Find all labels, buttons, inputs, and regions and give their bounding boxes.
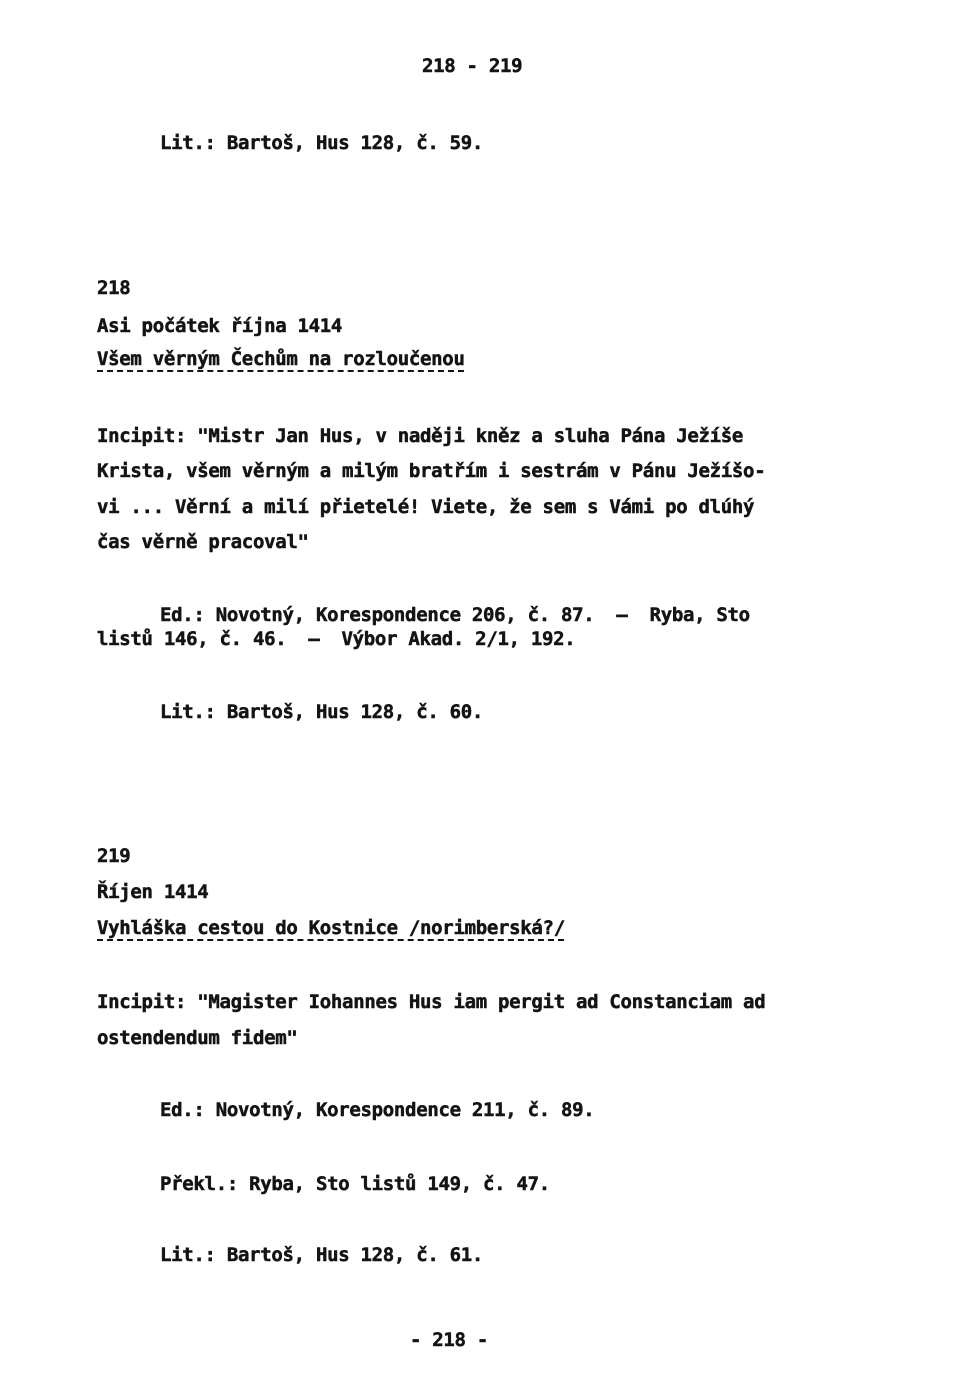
page-number: - 218 - xyxy=(410,1329,488,1351)
entry-218-edition-dash: — xyxy=(308,628,320,650)
entry-218-edition-dash: — xyxy=(616,604,628,626)
entry-218-edition-line-2 xyxy=(97,627,575,651)
entry-219-literature: Lit.: Bartoš, Hus 128, č. 61. xyxy=(160,1244,484,1266)
entry-219-number: 219 xyxy=(97,845,131,867)
running-header: 218 - 219 xyxy=(422,55,523,77)
entry-218-incipit-line: vi ... Věrní a milí přietelé! Viete, že sem s Vámi po dlúhý xyxy=(97,496,755,518)
entry-218-edition-secondary: Ryba, Sto xyxy=(649,604,750,626)
entry-218-edition-ryba: listů 146, č. 46. xyxy=(97,628,287,650)
entry-218-incipit-line: Krista, všem věrným a milým bratřím i sestrám v Pánu Ježíšo- xyxy=(97,460,766,482)
entry-218-literature: Lit.: Bartoš, Hus 128, č. 60. xyxy=(160,701,484,723)
entry-219-title: Vyhláška cestou do Kostnice /norimberská?/ xyxy=(97,917,565,939)
prev-entry-literature: Lit.: Bartoš, Hus 128, č. 59. xyxy=(160,132,484,154)
entry-218-number: 218 xyxy=(97,277,131,299)
entry-219-incipit-line: Incipit: "Magister Iohannes Hus iam pergit ad Constanciam ad xyxy=(97,991,766,1013)
entry-219-date: Říjen 1414 xyxy=(97,881,209,903)
entry-218-edition-primary: Ed.: Novotný, Korespondence 206, č. 87. xyxy=(160,604,595,626)
entry-219-incipit-line: ostendendum fidem" xyxy=(97,1027,298,1049)
entry-219-edition: Ed.: Novotný, Korespondence 211, č. 89. xyxy=(160,1099,595,1121)
entry-218-date: Asi počátek října 1414 xyxy=(97,315,343,337)
entry-218-incipit-line: Incipit: "Mistr Jan Hus, v naději kněz a sluha Pána Ježíše xyxy=(97,425,744,447)
entry-218-edition-line-1 xyxy=(160,603,750,627)
entry-218-title: Všem věrným Čechům na rozloučenou xyxy=(97,348,465,370)
entry-219-translation: Překl.: Ryba, Sto listů 149, č. 47. xyxy=(160,1173,550,1195)
entry-218-incipit-line: čas věrně pracoval" xyxy=(97,531,309,553)
entry-218-edition-vybor: Výbor Akad. 2/1, 192. xyxy=(341,628,576,650)
